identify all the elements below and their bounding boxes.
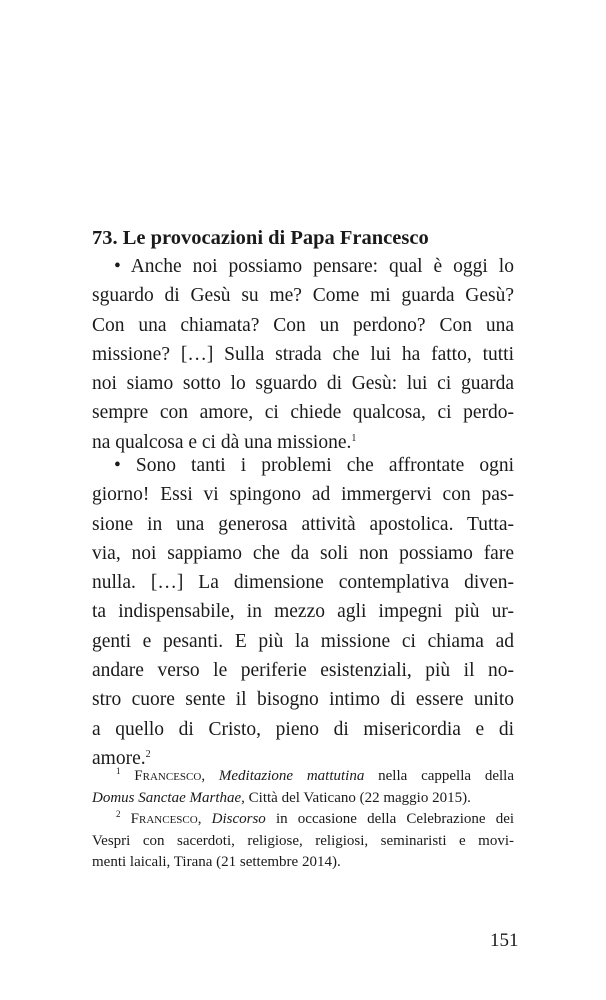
footnote-1-line: Domus Sanctae Marthae, Città del Vaticano (22 maggio 2015). bbox=[92, 789, 471, 806]
text-line: noi siamo sotto lo sguardo di Gesù: lui ci guarda bbox=[92, 373, 514, 395]
text-line: sempre con amore, ci chiede qualcosa, ci perdo- bbox=[92, 402, 514, 424]
text-line: a quello di Cristo, pieno di misericordia e di bbox=[92, 718, 514, 740]
section-heading: 73. Le provocazioni di Papa Francesco bbox=[92, 227, 429, 249]
text-line: giorno! Essi vi spingono ad immergervi con pas- bbox=[92, 484, 514, 506]
paragraph-1 bbox=[92, 252, 514, 457]
text-line: amore.$^2$ bbox=[92, 747, 151, 769]
text-line: Con una chiamata? Con un perdono? Con una bbox=[92, 314, 514, 336]
footnote-ref: 1 bbox=[351, 432, 357, 444]
text-line: na qualcosa e ci dà una missione.$^1$ bbox=[92, 431, 357, 453]
text-line: andare verso le periferie esistenziali, più il no- bbox=[92, 660, 514, 682]
bullet: • bbox=[114, 256, 121, 277]
paragraph-2 bbox=[92, 451, 514, 773]
footnote-2-line: $^2$ Francesco, Discorso in occasione della Celebrazione dei bbox=[116, 809, 515, 828]
bullet: • bbox=[114, 455, 121, 476]
text-line: missione? […] Sulla strada che lui ha fatto, tutti bbox=[92, 343, 514, 365]
footnote-2-line: Vespri con sacerdoti, religiose, religiosi, seminaristi e movi- bbox=[92, 832, 514, 849]
text-line: via, noi sappiamo che da soli non possiamo fare bbox=[92, 542, 514, 564]
footnote-1-line: $^1$ Francesco, Meditazione mattutina nella cappella della bbox=[116, 766, 514, 784]
text-line: sione in una generosa attività apostolica. Tutta- bbox=[92, 513, 514, 535]
text-line: ta indispensabile, in mezzo agli impegni più ur- bbox=[92, 601, 514, 623]
text-line: nulla. […] La dimensione contemplativa diven- bbox=[92, 572, 514, 594]
text-line: • Sono tanti i problemi che affrontate ogni bbox=[114, 455, 514, 476]
text-line: sguardo di Gesù su me? Come mi guarda Gesù? bbox=[92, 285, 514, 307]
text-line: • Anche noi possiamo pensare: qual è oggi lo bbox=[114, 256, 514, 277]
text-line: stro cuore sente il bisogno intimo di essere unito bbox=[92, 689, 514, 711]
footnote-ref: 2 bbox=[145, 748, 151, 760]
page-number: 151 bbox=[490, 930, 519, 951]
footnotes bbox=[92, 766, 514, 874]
footnote-2-line: menti laicali, Tirana (21 settembre 2014). bbox=[92, 854, 341, 871]
text-line: genti e pesanti. E più la missione ci chiama ad bbox=[92, 630, 514, 652]
